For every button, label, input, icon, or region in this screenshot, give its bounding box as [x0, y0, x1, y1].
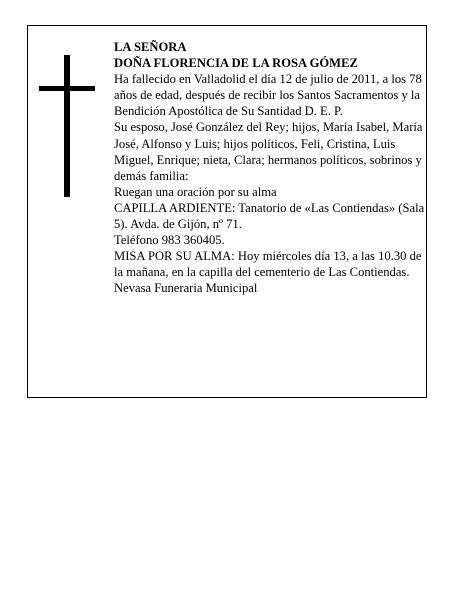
chapel-info: CAPILLA ARDIENTE: Tanatorio de «Las Contiendas» (Sala 5). Avda. de Gijón, nº 71.	[114, 200, 425, 232]
cross-vertical-bar	[64, 55, 70, 197]
phone-number: Teléfono 983 360405.	[114, 233, 225, 248]
cross-horizontal-bar	[39, 86, 95, 91]
obituary-text	[114, 39, 426, 297]
mass-info: MISA POR SU ALMA: Hoy miércoles día 13, a las 10.30 de la mañana, en la capilla del cementerio de Las Contiendas.	[114, 249, 422, 280]
death-announcement: Ha fallecido en Valladolid el día 12 de julio de 2011, a los 78 años de edad, después de recibir los Santos Sacramentos y la Bendición Apostólica de Su Santidad D. E. P.	[114, 72, 422, 119]
notice-title: LA SEÑORA	[114, 40, 187, 54]
funeral-home: Nevasa Funeraria Municipal	[114, 281, 258, 296]
prayer-request: Ruegan una oración por su alma	[114, 184, 277, 199]
deceased-name: DOÑA FLORENCIA DE LA ROSA GÓMEZ	[114, 56, 358, 71]
family-list: Su esposo, José González del Rey; hijos, María Isabel, María José, Alfonso y Luis; hijos políticos, Feli, Cristina, Luis Miguel, Enrique; nieta, Clara; hermanos políticos, sobrinos y demás familia:	[114, 120, 423, 183]
